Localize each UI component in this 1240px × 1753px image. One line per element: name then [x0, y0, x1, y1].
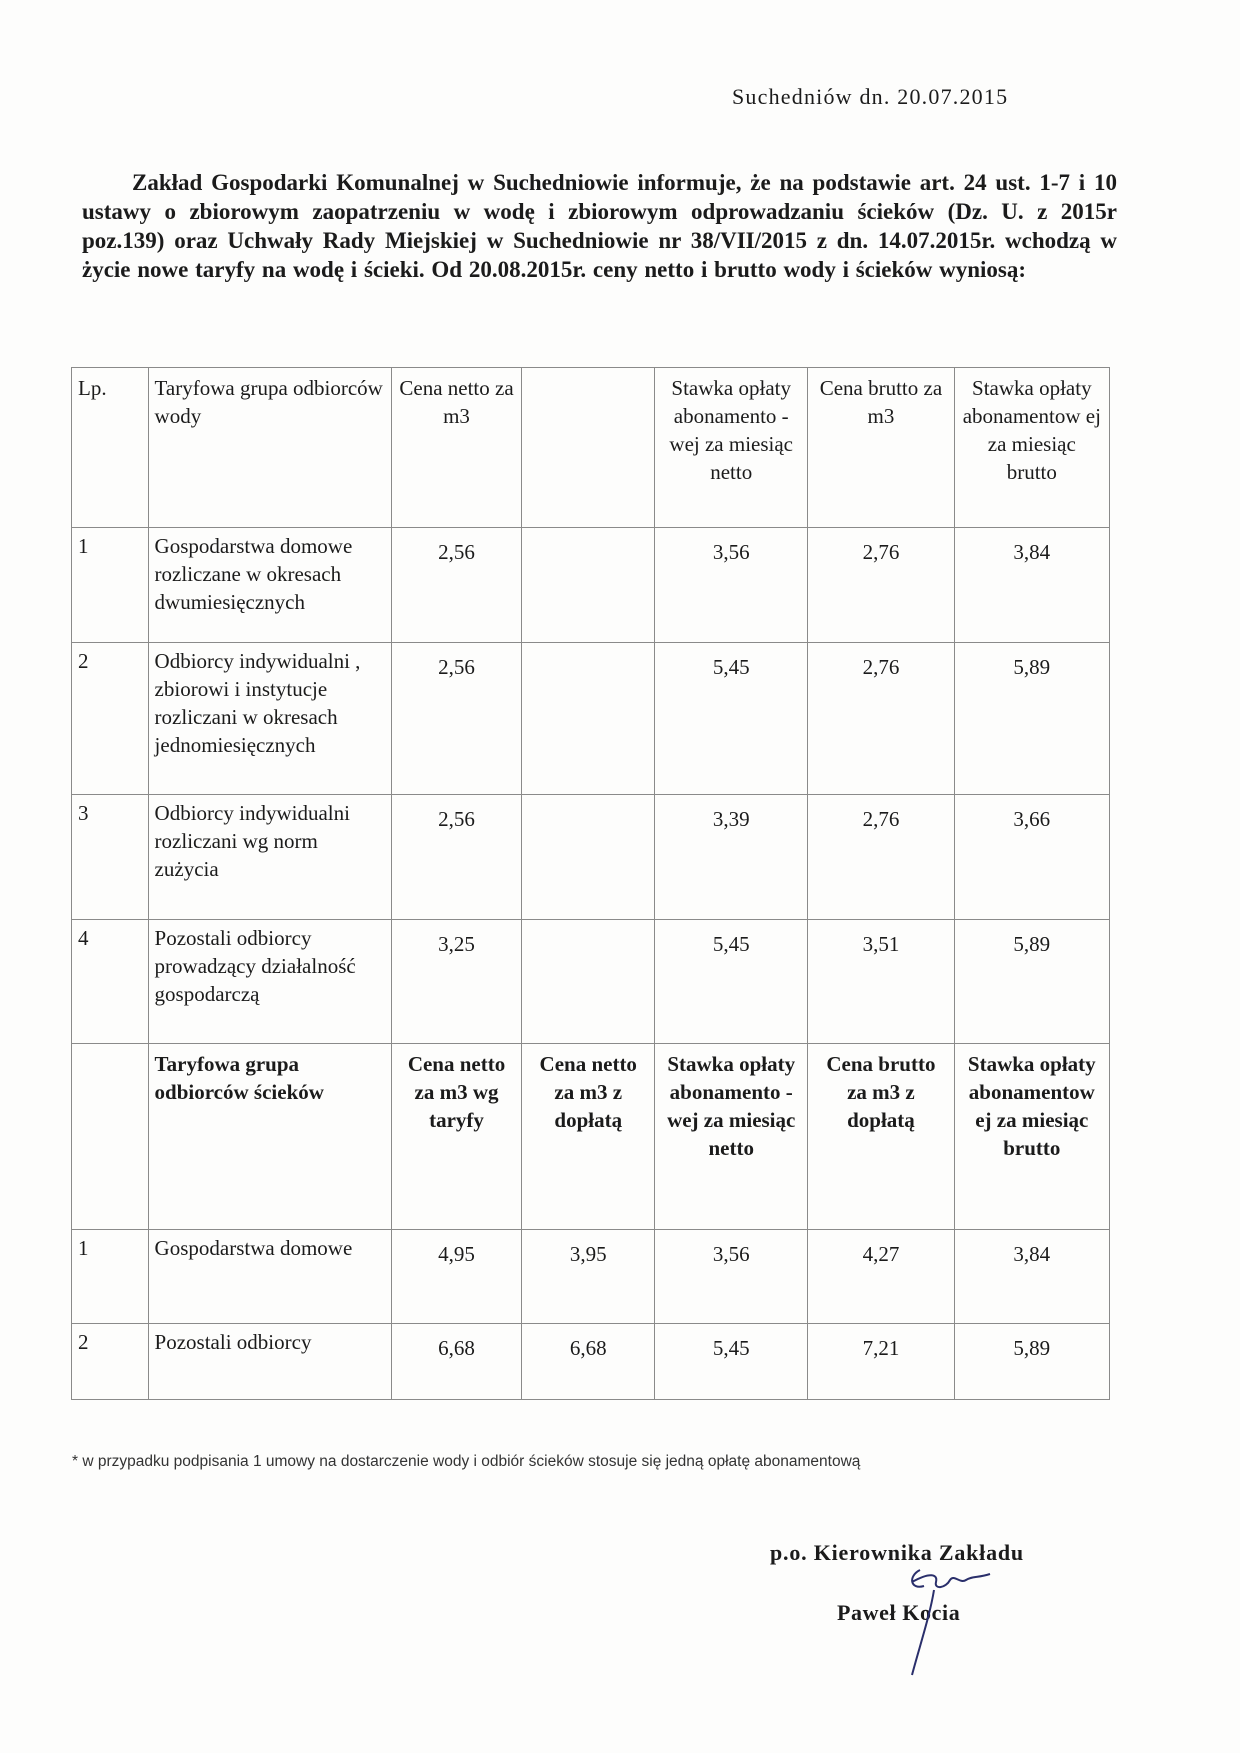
sewage-row-gross-subsidy: 4,27	[808, 1230, 954, 1324]
water-row-empty	[522, 795, 655, 920]
sewage-row-sub-net: 3,56	[655, 1230, 808, 1324]
water-group-header: Taryfowa grupa odbiorców wody	[148, 368, 391, 528]
water-row-gross: 2,76	[808, 528, 954, 643]
water-row-empty	[522, 920, 655, 1044]
sewage-sub-gross-header: Stawka opłaty abonamentow ej za miesiąc brutto	[954, 1044, 1109, 1230]
water-row-gross: 3,51	[808, 920, 954, 1044]
water-row-lp: 2	[72, 643, 149, 795]
water-row	[72, 795, 1110, 920]
water-row-group: Odbiorcy indywidualni , zbiorowi i instytucje rozliczani w okresach jednomiesięcznych	[148, 643, 391, 795]
sewage-row-sub-gross: 5,89	[954, 1324, 1109, 1400]
water-sub-gross-header: Stawka opłaty abonamentow ej za miesiąc brutto	[954, 368, 1109, 528]
sewage-sub-net-header: Stawka opłaty abonamento -wej za miesiąc netto	[655, 1044, 808, 1230]
sewage-row-sub-gross: 3,84	[954, 1230, 1109, 1324]
water-row-sub-gross: 3,84	[954, 528, 1109, 643]
water-row-empty	[522, 643, 655, 795]
water-row-sub-net: 5,45	[655, 920, 808, 1044]
water-row-group: Gospodarstwa domowe rozliczane w okresach dwumiesięcznych	[148, 528, 391, 643]
water-gross-header: Cena brutto za m3	[808, 368, 954, 528]
footnote: * w przypadku podpisania 1 umowy na dostarczenie wody i odbiór ścieków stosuje się jedną opłatę abonamentową	[72, 1453, 861, 1470]
sewage-row-sub-net: 5,45	[655, 1324, 808, 1400]
intro-paragraph: Zakład Gospodarki Komunalnej w Suchedniowie informuje, że na podstawie art. 24 ust. 1-7 i 10 ustawy o zbiorowym zaopatrzeniu w wodę i zbiorowym odprowadzaniu ścieków (Dz. U. z 2015r poz.139) oraz Uchwały Rady Miejskiej w Suchedniowie nr 38/VII/2015 z dn. 14.07.2015r. wchodzą w życie nowe taryfy na wodę i ścieki. Od 20.08.2015r. ceny netto i brutto wody i ścieków wyniosą:	[82, 170, 1117, 282]
water-row-sub-net: 5,45	[655, 643, 808, 795]
water-row-sub-net: 3,39	[655, 795, 808, 920]
water-row-sub-gross: 3,66	[954, 795, 1109, 920]
water-row-net: 3,25	[391, 920, 522, 1044]
water-row-gross: 2,76	[808, 643, 954, 795]
water-row	[72, 643, 1110, 795]
water-row-sub-net: 3,56	[655, 528, 808, 643]
water-net-header: Cena netto za m3	[391, 368, 522, 528]
handwritten-signature	[890, 1560, 1000, 1680]
water-row-group: Pozostali odbiorcy prowadzący działalność gospodarczą	[148, 920, 391, 1044]
document-date: Suchedniów dn. 20.07.2015	[732, 84, 1009, 109]
signer-title: p.o. Kierownika Zakładu	[770, 1540, 1024, 1565]
sewage-row-group: Pozostali odbiorcy	[148, 1324, 391, 1400]
sewage-gross-subsidy-header: Cena brutto za m3 z dopłatą	[808, 1044, 954, 1230]
water-row-net: 2,56	[391, 795, 522, 920]
sewage-row	[72, 1324, 1110, 1400]
sewage-row-net: 6,68	[391, 1324, 522, 1400]
sewage-lp-header	[72, 1044, 149, 1230]
water-row-lp: 3	[72, 795, 149, 920]
water-row-net: 2,56	[391, 643, 522, 795]
sewage-header-row	[72, 1044, 1110, 1230]
sewage-row-gross-subsidy: 7,21	[808, 1324, 954, 1400]
water-row-empty	[522, 528, 655, 643]
sewage-row-net: 4,95	[391, 1230, 522, 1324]
sewage-group-header: Taryfowa grupa odbiorców ścieków	[148, 1044, 391, 1230]
tariff-table	[71, 367, 1110, 1400]
signer-name: Paweł Kocia	[837, 1600, 961, 1625]
sewage-net-header: Cena netto za m3 wg taryfy	[391, 1044, 522, 1230]
water-header-row	[72, 368, 1110, 528]
water-row-lp: 1	[72, 528, 149, 643]
sewage-row-net-subsidy: 3,95	[522, 1230, 655, 1324]
water-row-gross: 2,76	[808, 795, 954, 920]
water-lp-header: Lp.	[72, 368, 149, 528]
water-empty-header	[522, 368, 655, 528]
sewage-net-subsidy-header: Cena netto za m3 z dopłatą	[522, 1044, 655, 1230]
water-sub-net-header: Stawka opłaty abonamento -wej za miesiąc netto	[655, 368, 808, 528]
sewage-row	[72, 1230, 1110, 1324]
sewage-row-group: Gospodarstwa domowe	[148, 1230, 391, 1324]
sewage-row-net-subsidy: 6,68	[522, 1324, 655, 1400]
sewage-row-lp: 1	[72, 1230, 149, 1324]
water-row	[72, 528, 1110, 643]
water-row-lp: 4	[72, 920, 149, 1044]
water-row-group: Odbiorcy indywidualni rozliczani wg norm zużycia	[148, 795, 391, 920]
sewage-row-lp: 2	[72, 1324, 149, 1400]
water-row-net: 2,56	[391, 528, 522, 643]
water-row-sub-gross: 5,89	[954, 643, 1109, 795]
water-row	[72, 920, 1110, 1044]
water-row-sub-gross: 5,89	[954, 920, 1109, 1044]
